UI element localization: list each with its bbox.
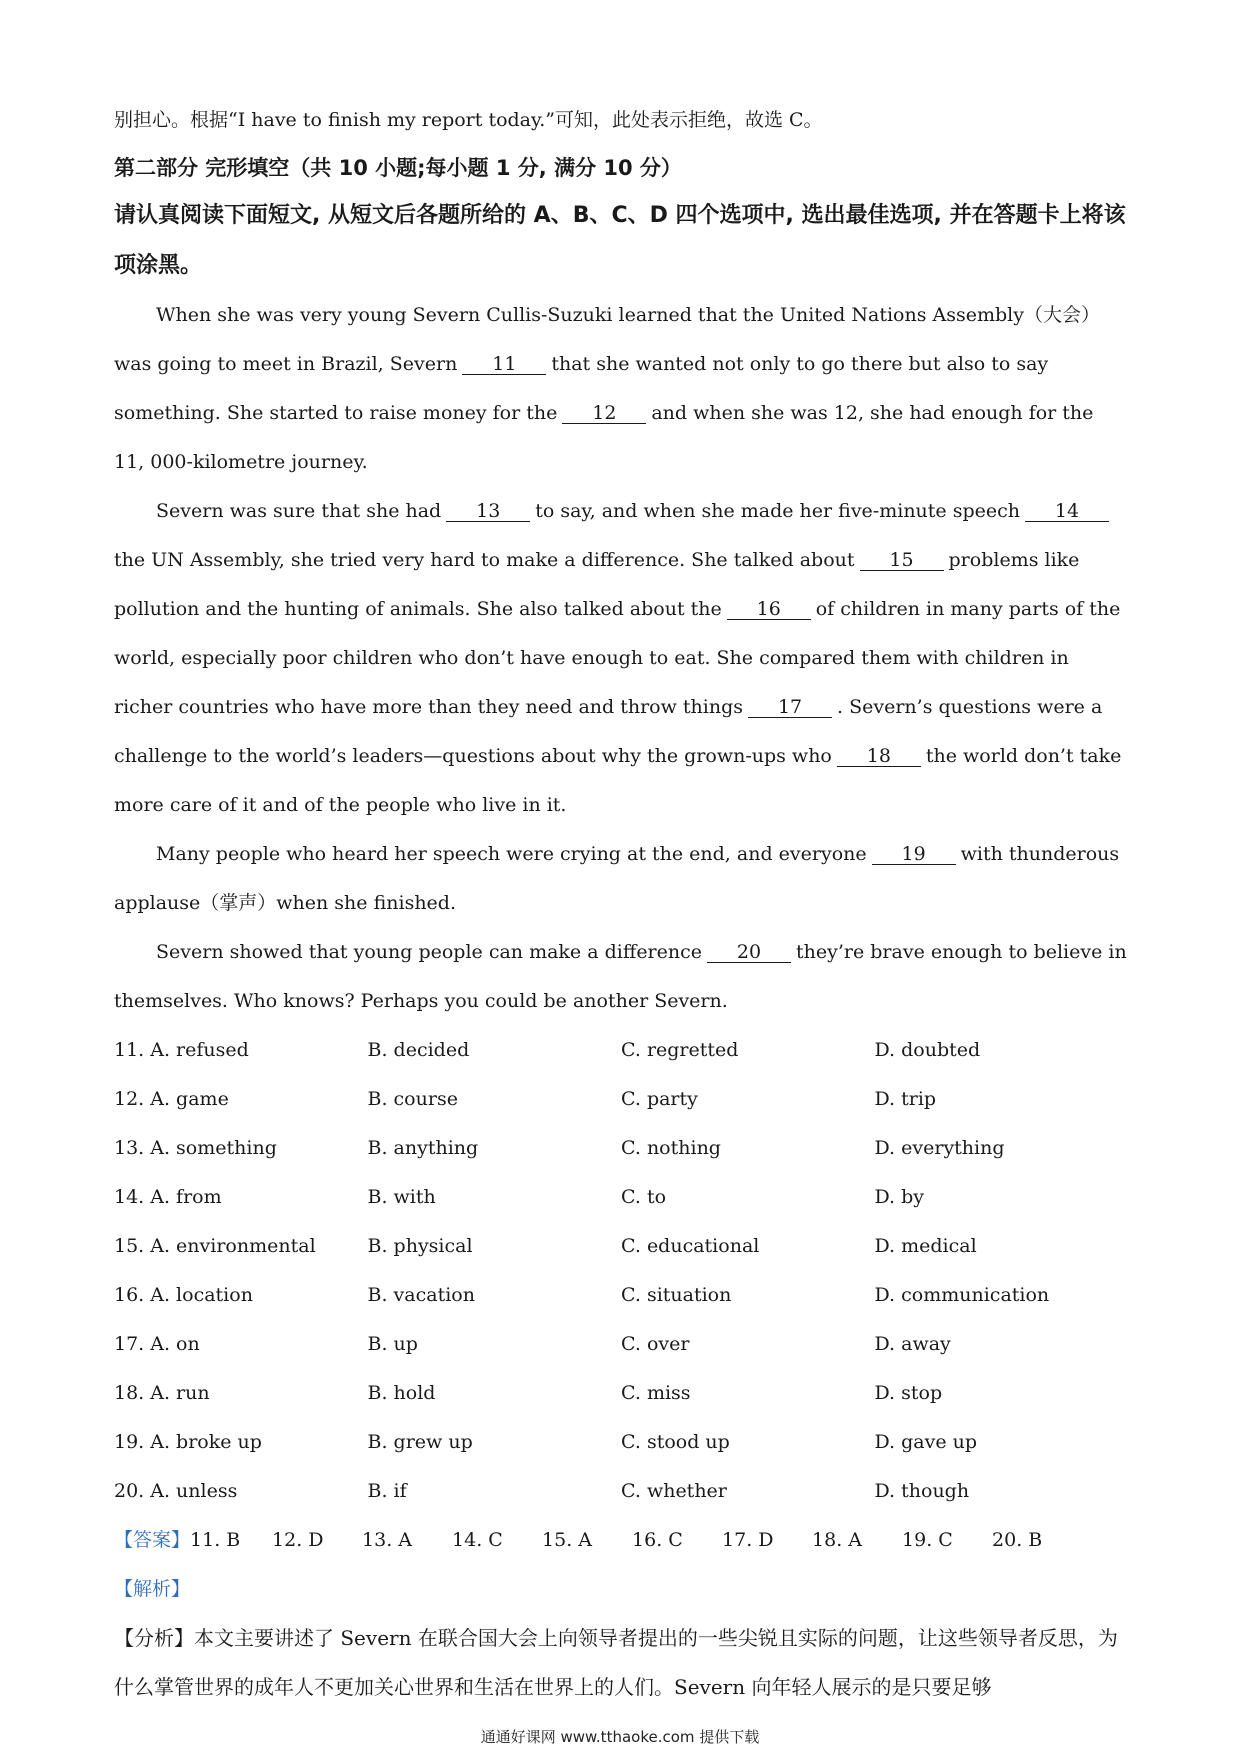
option: B. grew up <box>367 1431 473 1453</box>
passage-text: they’re brave enough to believe in themselves. Who knows? Perhaps you could be another Severn. <box>114 941 1127 1012</box>
answer-item: 20. B <box>992 1529 1043 1551</box>
blank-18: 18 <box>837 746 921 767</box>
answer-item: 12. D <box>272 1529 324 1551</box>
option: D. stop <box>874 1382 943 1404</box>
passage-text: problems like pollution and the hunting of animals. She also talked about the <box>114 549 1080 620</box>
passage-text: with thunderous applause（掌声）when she finished. <box>114 843 1120 914</box>
option: C. situation <box>621 1284 732 1306</box>
option: C. stood up <box>621 1431 730 1453</box>
passage-text: Severn was sure that she had <box>156 500 442 522</box>
option: C. party <box>621 1088 698 1110</box>
option-row <box>114 1124 1128 1173</box>
option: B. with <box>367 1186 436 1208</box>
option: 20. A. unless <box>114 1480 238 1502</box>
section-title: 第二部分 完形填空（共 10 小题;每小题 1 分, 满分 10 分） <box>114 156 682 180</box>
option: B. if <box>367 1480 407 1502</box>
blank-15: 15 <box>860 550 944 571</box>
option-row <box>114 1075 1128 1124</box>
option: D. gave up <box>874 1431 978 1453</box>
passage-text: . Severn’s questions were a challenge to the world’s leaders—questions about why the grown-ups who <box>114 696 1103 767</box>
analysis-label: 【解析】 <box>114 1578 191 1600</box>
option: D. though <box>874 1480 970 1502</box>
blank-13: 13 <box>446 501 530 522</box>
passage-text: Many people who heard her speech were crying at the end, and everyone <box>156 843 867 865</box>
passage-text: to say, and when she made her five-minute speech <box>535 500 1020 522</box>
blank-14: 14 <box>1025 501 1109 522</box>
option: C. miss <box>621 1382 691 1404</box>
options-list <box>114 1026 1128 1516</box>
option-row <box>114 1222 1128 1271</box>
option: B. decided <box>367 1039 470 1061</box>
option-row <box>114 1173 1128 1222</box>
passage-paragraph-3 <box>114 830 1128 928</box>
answer-row <box>114 1516 1128 1565</box>
option: C. whether <box>621 1480 727 1502</box>
option: 19. A. broke up <box>114 1431 262 1453</box>
option: B. hold <box>367 1382 436 1404</box>
option: 16. A. location <box>114 1284 253 1306</box>
option: 18. A. run <box>114 1382 210 1404</box>
answer-item: 14. C <box>452 1529 503 1551</box>
option: 15. A. environmental <box>114 1235 316 1257</box>
passage-paragraph-1 <box>114 291 1128 487</box>
passage-text: the UN Assembly, she tried very hard to make a difference. She talked about <box>114 549 855 571</box>
footer-credit: 通通好课网 www.tthaoke.com 提供下载 <box>480 1728 760 1746</box>
answer-item: 18. A <box>812 1529 862 1551</box>
option-row <box>114 1418 1128 1467</box>
option-row <box>114 1271 1128 1320</box>
blank-19: 19 <box>872 844 956 865</box>
answer-item: 17. D <box>722 1529 774 1551</box>
option-row <box>114 1320 1128 1369</box>
option: 12. A. game <box>114 1088 229 1110</box>
passage-text: the world don’t take more care of it and of the people who live in it. <box>114 745 1122 816</box>
passage-text: that she wanted not only to go there but also to say something. She started to raise money for the <box>114 353 1049 424</box>
document-page <box>114 96 1128 1712</box>
option: B. up <box>367 1333 418 1355</box>
option: D. everything <box>874 1137 1005 1159</box>
answer-item: 11. B <box>190 1529 241 1551</box>
passage-paragraph-4 <box>114 928 1128 1026</box>
option: C. nothing <box>621 1137 721 1159</box>
answer-item: 19. C <box>902 1529 953 1551</box>
blank-17: 17 <box>748 697 832 718</box>
answer-item: 13. A <box>362 1529 412 1551</box>
option: D. away <box>874 1333 951 1355</box>
option: B. course <box>367 1088 458 1110</box>
answer-item: 15. A <box>542 1529 592 1551</box>
option: C. educational <box>621 1235 760 1257</box>
analysis-text: 【分析】本文主要讲述了 Severn 在联合国大会上向领导者提出的一些尖锐且实际的问题，让这些领导者反思，为什么掌管世界的成年人不更加关心世界和生活在世界上的人们。Severn 向年轻人展示的是只要足够 <box>114 1626 1118 1699</box>
answer-item: 16. C <box>632 1529 683 1551</box>
option: B. vacation <box>367 1284 475 1306</box>
option-row <box>114 1369 1128 1418</box>
blank-20: 20 <box>707 942 791 963</box>
option: 13. A. something <box>114 1137 277 1159</box>
passage-text: When she was very young Severn Cullis-Suzuki learned that the United Nations Assembly（大会）was going to meet in Brazil, Severn <box>114 304 1100 375</box>
blank-16: 16 <box>727 599 811 620</box>
blank-11: 11 <box>462 354 546 375</box>
blank-12: 12 <box>562 403 646 424</box>
option: D. by <box>874 1186 925 1208</box>
option: D. trip <box>874 1088 937 1110</box>
option: 11. A. refused <box>114 1039 249 1061</box>
option: B. physical <box>367 1235 473 1257</box>
option: 14. A. from <box>114 1186 222 1208</box>
instructions: 请认真阅读下面短文, 从短文后各题所给的 A、B、C、D 四个选项中, 选出最佳选项, 并在答题卡上将该项涂黑。 <box>114 203 1126 278</box>
option: 17. A. on <box>114 1333 200 1355</box>
passage-paragraph-2 <box>114 487 1128 830</box>
answer-label: 【答案】 <box>114 1529 191 1551</box>
passage-text: Severn showed that young people can make a difference <box>156 941 703 963</box>
option: B. anything <box>367 1137 479 1159</box>
option: C. regretted <box>621 1039 739 1061</box>
option: D. doubted <box>874 1039 981 1061</box>
option: C. over <box>621 1333 690 1355</box>
option-row <box>114 1467 1128 1516</box>
option-row <box>114 1026 1128 1075</box>
option: C. to <box>621 1186 667 1208</box>
option: D. communication <box>874 1284 1050 1306</box>
passage-text: of children in many parts of the world, especially poor children who don’t have enough to eat. She compared them with children in richer countries who have more than they need and throw things <box>114 598 1121 718</box>
intro-line: 别担心。根据“I have to finish my report today.”可知，此处表示拒绝，故选 C。 <box>114 109 823 131</box>
option: D. medical <box>874 1235 977 1257</box>
passage-text: and when she was 12, she had enough for the 11, 000-kilometre journey. <box>114 402 1094 473</box>
